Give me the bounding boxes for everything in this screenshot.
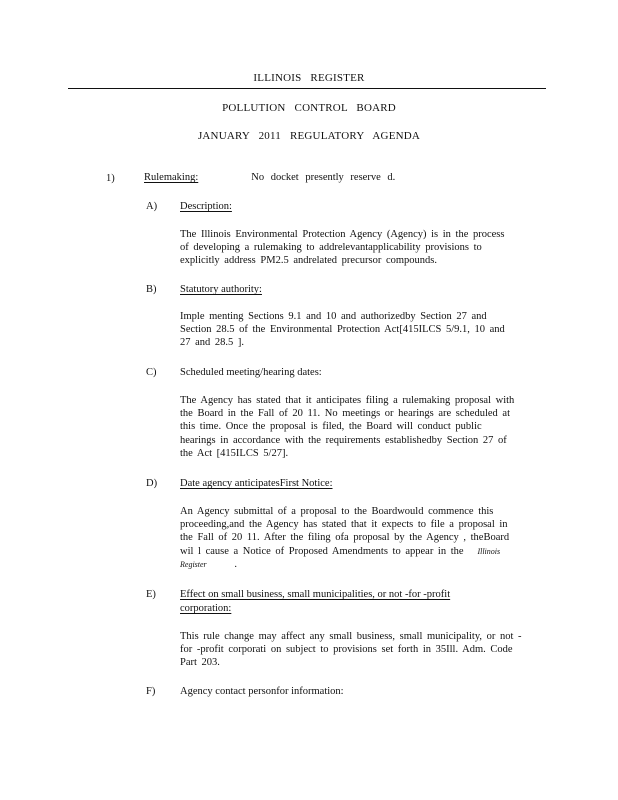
register-italic: Register: [180, 559, 207, 569]
section-d-line: proceeding,and the Agency has stated that it expects to file a proposal in: [180, 519, 508, 531]
section-f-letter: F): [146, 686, 156, 697]
section-c-line: the Act [415ILCS 5/27].: [180, 447, 289, 459]
section-a-line: of developing a rulemaking to addrelevantapplicability provisions to: [180, 242, 482, 254]
section-e-line: This rule change may affect any small business, small municipality, or not -: [180, 631, 522, 642]
section-c-line: The Agency has stated that it anticipates filing a rulemaking proposal with: [180, 395, 515, 406]
section-c-line: hearings in accordance with the requirements establishedby Section 27 of: [180, 434, 507, 446]
section-b-paragraph: [180, 310, 546, 350]
section-e-letter: E): [146, 589, 156, 600]
section-c-heading: Scheduled meeting/hearing dates:: [180, 367, 322, 378]
rulemaking-label: Rulemaking:: [144, 172, 199, 183]
section-b-heading: Statutory authority:: [180, 284, 262, 295]
section-b-line: 27 and 28.5 ].: [180, 337, 245, 349]
header-rule: [68, 88, 546, 89]
section-a-paragraph: [180, 228, 546, 268]
section-d-last-line: [180, 558, 546, 571]
section-a-line: explicitly address PM2.5 andrelated precursor compounds.: [180, 255, 437, 267]
section-d-letter: D): [146, 478, 158, 489]
rulemaking-line: [144, 172, 395, 183]
rulemaking-text: No docket presently reserve d.: [251, 172, 396, 183]
section-c-letter: C): [146, 367, 157, 378]
section-d-line: wil l cause a Notice of Proposed Amendments to appear in the: [180, 545, 464, 557]
section-d-heading: Date agency anticipatesFirst Notice:: [180, 478, 333, 489]
section-e-paragraph: [180, 630, 546, 670]
section-c-paragraph: [180, 394, 546, 460]
section-b-line: Section 28.5 of the Environmental Protection Act[415ILCS 5/9.1, 10 and: [180, 324, 505, 336]
section-a-letter: A): [146, 201, 158, 212]
section-d-line: An Agency submittal of a proposal to the Boardwould commence this: [180, 506, 494, 517]
header-register: ILLINOIS REGISTER: [253, 72, 365, 84]
illinois-italic: Illinois: [477, 546, 501, 556]
section-b-letter: B): [146, 284, 157, 295]
section-c-line: this time. Once the proposal is filed, the Board will conduct public: [180, 421, 482, 433]
section-e-line: for -profit corporati on subject to provisions set forth in 35Ill. Adm. Code: [180, 644, 513, 656]
section-d-line: the Fall of 20 11. After the filing ofa proposal by the Agency , theBoard: [180, 532, 510, 544]
section-f-heading: Agency contact personfor information:: [180, 686, 344, 697]
header-board: POLLUTION CONTROL BOARD: [222, 102, 396, 114]
section-c-line: the Board in the Fall of 20 11. No meetings or hearings are scheduled at: [180, 408, 510, 420]
section-a-heading: Description:: [180, 201, 232, 212]
section-d-paragraph: [180, 505, 546, 571]
header-agenda: JANUARY 2011 REGULATORY AGENDA: [197, 130, 421, 142]
section-e-heading-2: corporation:: [180, 603, 232, 614]
section-a-line: The Illinois Environmental Protection Agency (Agency) is in the process: [180, 229, 505, 240]
item-number: 1): [106, 173, 115, 184]
section-b-line: Imple menting Sections 9.1 and 10 and authorizedby Section 27 and: [180, 311, 487, 322]
section-e-heading-1: Effect on small business, small municipalities, or not -for -profit: [180, 589, 451, 600]
section-e-line: Part 203.: [180, 657, 220, 669]
section-d-line-with-italic: [180, 545, 546, 558]
section-d-tail: .: [234, 558, 238, 570]
